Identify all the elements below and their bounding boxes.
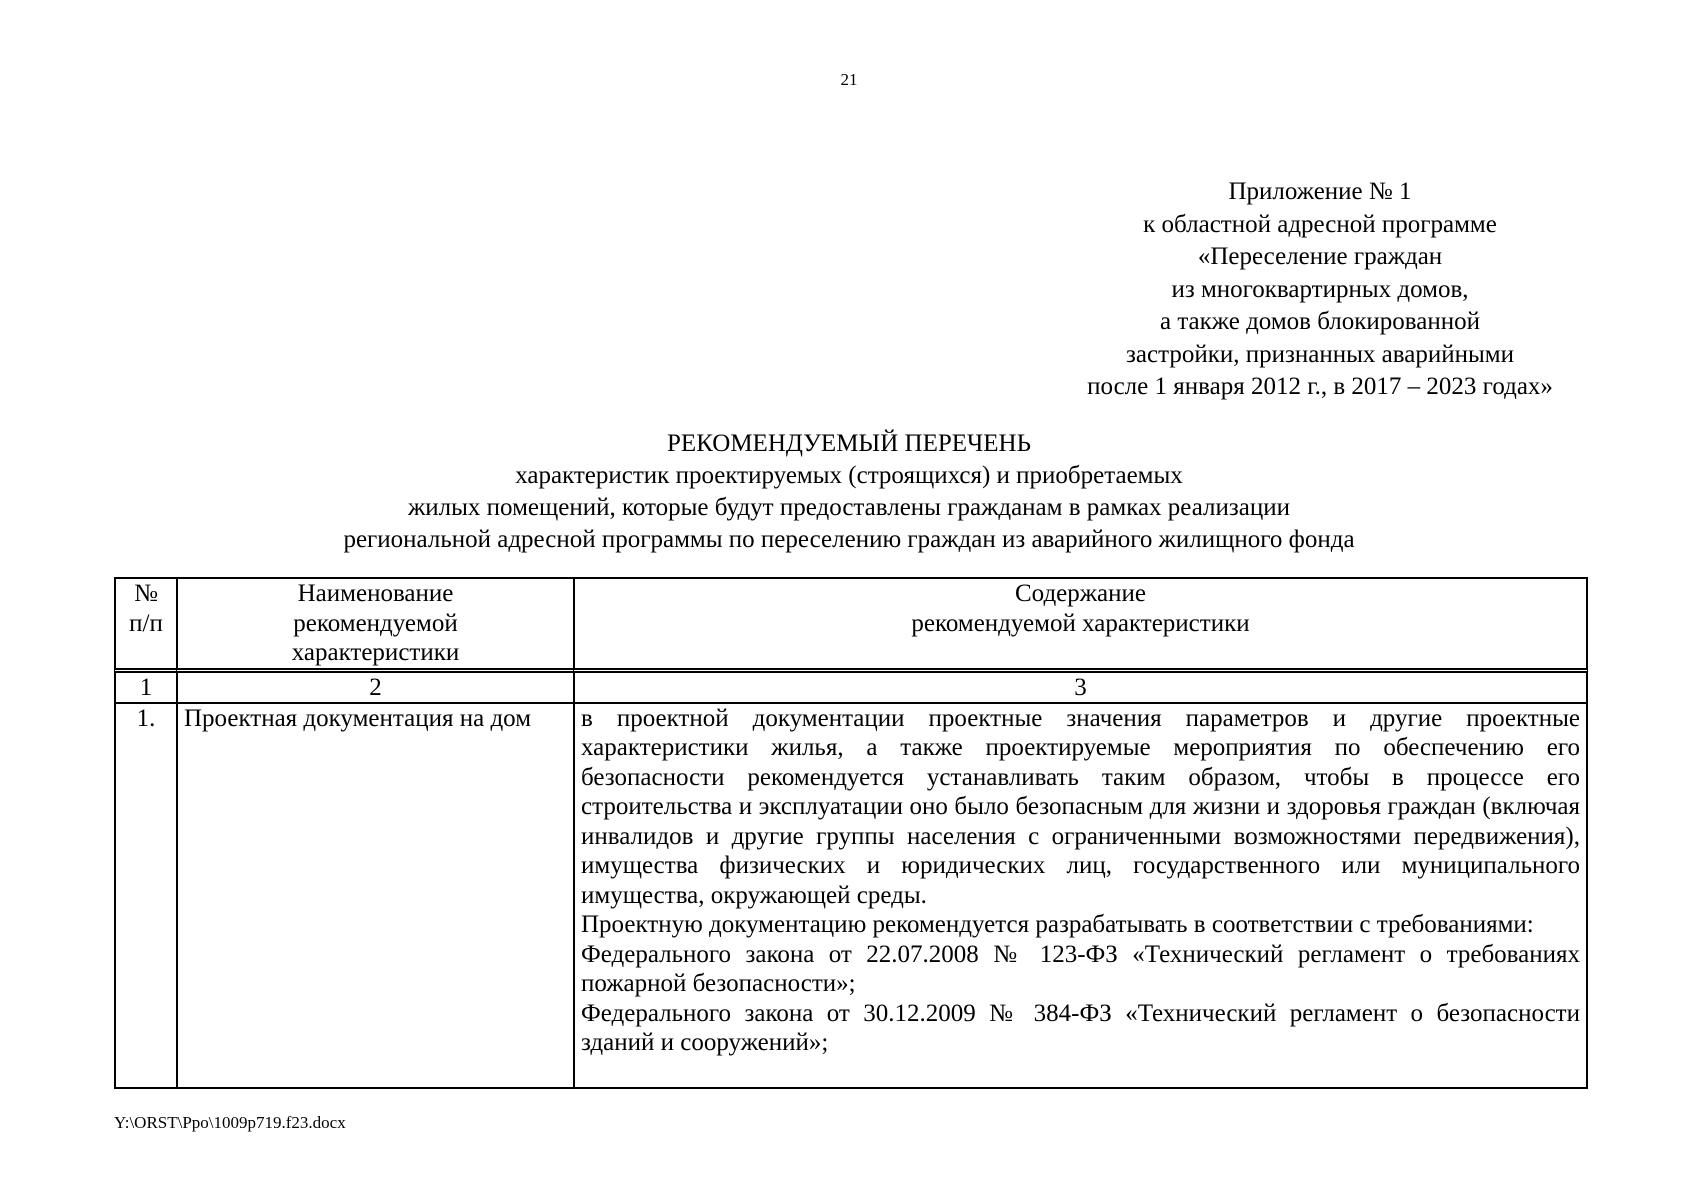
appendix-block (1020, 176, 1620, 404)
document-title: РЕКОМЕНДУЕМЫЙ ПЕРЕЧЕНЬ (667, 430, 1031, 457)
content-paragraph: Федерального закона от 30.12.2009 № 384-ФЗ «Технический регламент о безопасности зданий и сооружений»; (581, 999, 1580, 1056)
file-path-footer: Y:\ORST\Ppo\1009p719.f23.docx (114, 1113, 346, 1132)
header-text: характеристики (291, 639, 460, 666)
appendix-line: после 1 января 2012 г., в 2017 – 2023 годах» (1087, 373, 1553, 400)
header-text: п/п (129, 609, 163, 637)
header-text: рекомендуемой (293, 609, 458, 637)
column-number: 2 (176, 668, 573, 702)
header-text: № (134, 580, 158, 607)
header-cell-name (176, 577, 573, 668)
characteristics-table (114, 577, 1588, 1089)
content-paragraph: Федерального закона от 22.07.2008 № 123-ФЗ «Технический регламент о требованиях пожарной безопасности»; (581, 940, 1580, 997)
column-number: 1 (114, 668, 176, 702)
header-cell-number (114, 577, 176, 668)
column-number: 3 (573, 668, 1588, 702)
row-number: 1. (114, 702, 176, 1089)
header-cell-content (573, 577, 1588, 668)
document-subtitle-line: характеристик проектируемых (строящихся) и приобретаемых (515, 462, 1183, 489)
document-subtitle-line: региональной адресной программы по переселению граждан из аварийного жилищного фонда (343, 526, 1355, 553)
page-number: 21 (840, 70, 858, 89)
column-number-row (114, 668, 1588, 702)
appendix-line: застройки, признанных аварийными (1126, 340, 1514, 368)
header-text: рекомендуемой характеристики (911, 609, 1250, 637)
appendix-line: из многоквартирных домов, (1171, 275, 1469, 303)
header-text: Содержание (1015, 580, 1146, 607)
appendix-line: «Переселение граждан (1197, 243, 1443, 270)
appendix-line: Приложение № 1 (1228, 178, 1412, 205)
content-paragraph: в проектной документации проектные значения параметров и другие проектные характеристики жилья, а также проектируемые мероприятия по обеспечению его безопасности рекомендуется устанавливать таким образом, чтобы в процессе его строительства и эксплуатации оно было безопасным для жизни и здоровья граждан (включая инвалидов и другие группы населения с ограниченными возможностями передвижения), имущества физических и юридических лиц, государственного или муниципального имущества, окружающей среды. (581, 704, 1580, 909)
appendix-line: а также домов блокированной (1159, 308, 1481, 335)
row-name: Проектная документация на дом (176, 702, 573, 1089)
header-text: Наименование (297, 580, 454, 607)
row-content (573, 702, 1588, 1089)
table-header-row (114, 577, 1588, 668)
content-paragraph: Проектную документацию рекомендуется разрабатывать в соответствии с требованиями: (581, 911, 1534, 938)
document-heading (0, 428, 1698, 556)
appendix-line: к областной адресной программе (1143, 210, 1497, 238)
table-row (114, 702, 1588, 1089)
document-subtitle-line: жилых помещений, которые будут предоставлены гражданам в рамках реализации (408, 494, 1290, 521)
